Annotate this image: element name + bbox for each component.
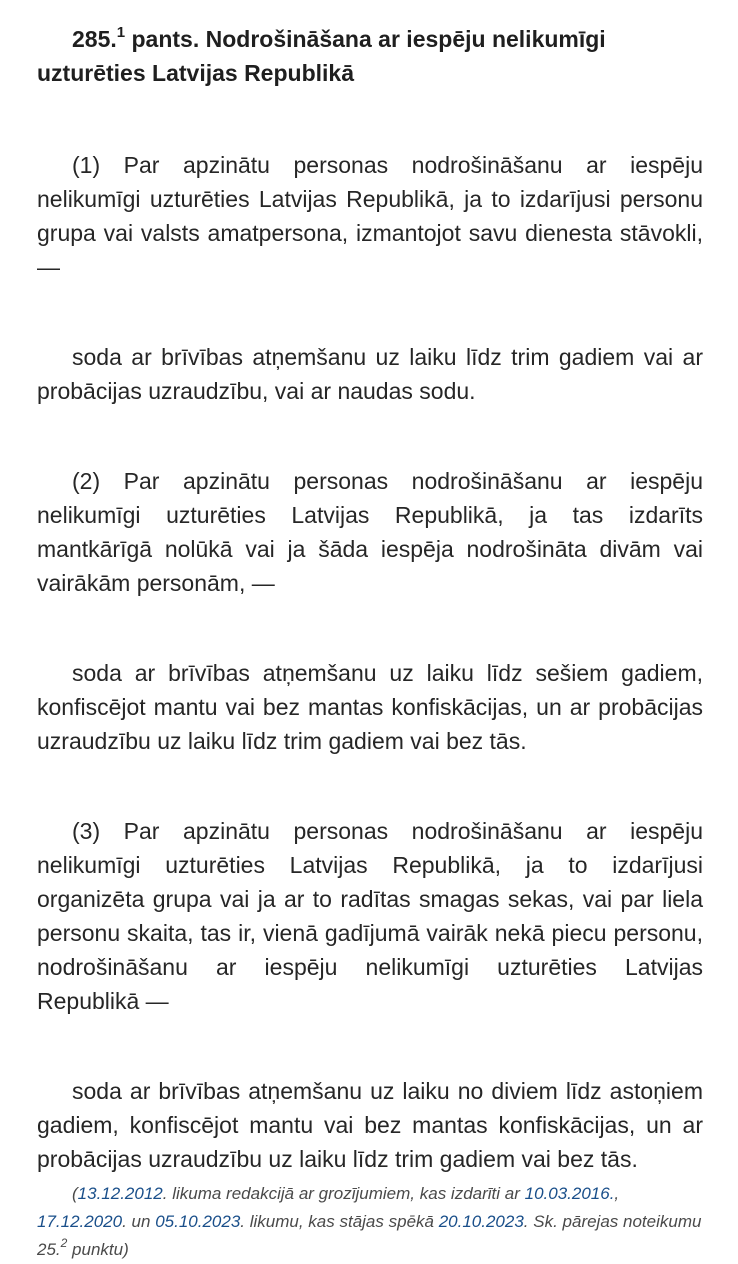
link-law-13-12-2012[interactable]: 13.12.2012 xyxy=(77,1184,163,1203)
note-text-5: . Sk. pārejas noteikumu 25. xyxy=(37,1212,702,1259)
note-text-2: , xyxy=(614,1184,620,1203)
sanction-2: soda ar brīvības atņemšanu uz laiku līdz sešiem gadiem, konfiscējot mantu vai bez mantas konfiskācijas, un ar probācijas uzraudzību uz laiku līdz trim gadiem vai bez tās. xyxy=(37,660,703,754)
paragraph-2: (2) Par apzinātu personas nodrošināšanu ar iespēju nelikumīgi uzturēties Latvijas Republikā, ja tas izdarīts mantkārīgā nolūkā vai ja šāda iespēja nodrošināta divām vai vairākām personām, — xyxy=(37,468,703,596)
note-text-6: punktu) xyxy=(67,1240,129,1259)
note-text-3: . un xyxy=(122,1212,156,1231)
article-number-superscript: 1 xyxy=(116,24,126,42)
article-title xyxy=(37,0,703,90)
note-text-4: . likumu, kas stājas spēkā xyxy=(240,1212,439,1231)
sanction-1: soda ar brīvības atņemšanu uz laiku līdz trim gadiem vai ar probācijas uzraudzību, vai ar naudas sodu. xyxy=(37,344,703,404)
link-law-20-10-2023[interactable]: 20.10.2023 xyxy=(438,1212,524,1231)
link-law-10-03-2016[interactable]: 10.03.2016. xyxy=(524,1184,615,1203)
paragraph-3: (3) Par apzinātu personas nodrošināšanu ar iespēju nelikumīgi uzturēties Latvijas Republikā, ja to izdarījusi organizēta grupa vai ja ar to radītas smagas sekas, vai par liela personu skaita, tas ir, vienā gadījumā vairāk nekā piecu personu, nodrošināšanu ar iespēju nelikumīgi uzturēties Latvijas Republikā — xyxy=(37,818,703,1014)
note-open-paren: ( xyxy=(72,1184,78,1203)
link-law-17-12-2020[interactable]: 17.12.2020 xyxy=(37,1212,123,1231)
article-number: 285. xyxy=(72,26,117,52)
sanction-3: soda ar brīvības atņemšanu uz laiku no diviem līdz astoņiem gadiem, konfiscējot mantu vai bez mantas konfiskācijas, un ar probācijas uzraudzību uz laiku līdz trim gadiem vai bez tās. xyxy=(37,1078,703,1172)
link-law-05-10-2023[interactable]: 05.10.2023 xyxy=(155,1212,241,1231)
note-text-1: . likuma redakcijā ar grozījumiem, kas izdarīti ar xyxy=(162,1184,525,1203)
article-title-text: pants. Nodrošināšana ar iespēju nelikumīgi uzturēties Latvijas Republikā xyxy=(37,26,606,86)
amendment-note xyxy=(37,1180,703,1264)
paragraph-1: (1) Par apzinātu personas nodrošināšanu ar iespēju nelikumīgi uzturēties Latvijas Republikā, ja to izdarījusi personu grupa vai valsts amatpersona, izmantojot savu dienesta stāvokli, — xyxy=(37,152,703,280)
note-superscript: 2 xyxy=(60,1236,68,1251)
